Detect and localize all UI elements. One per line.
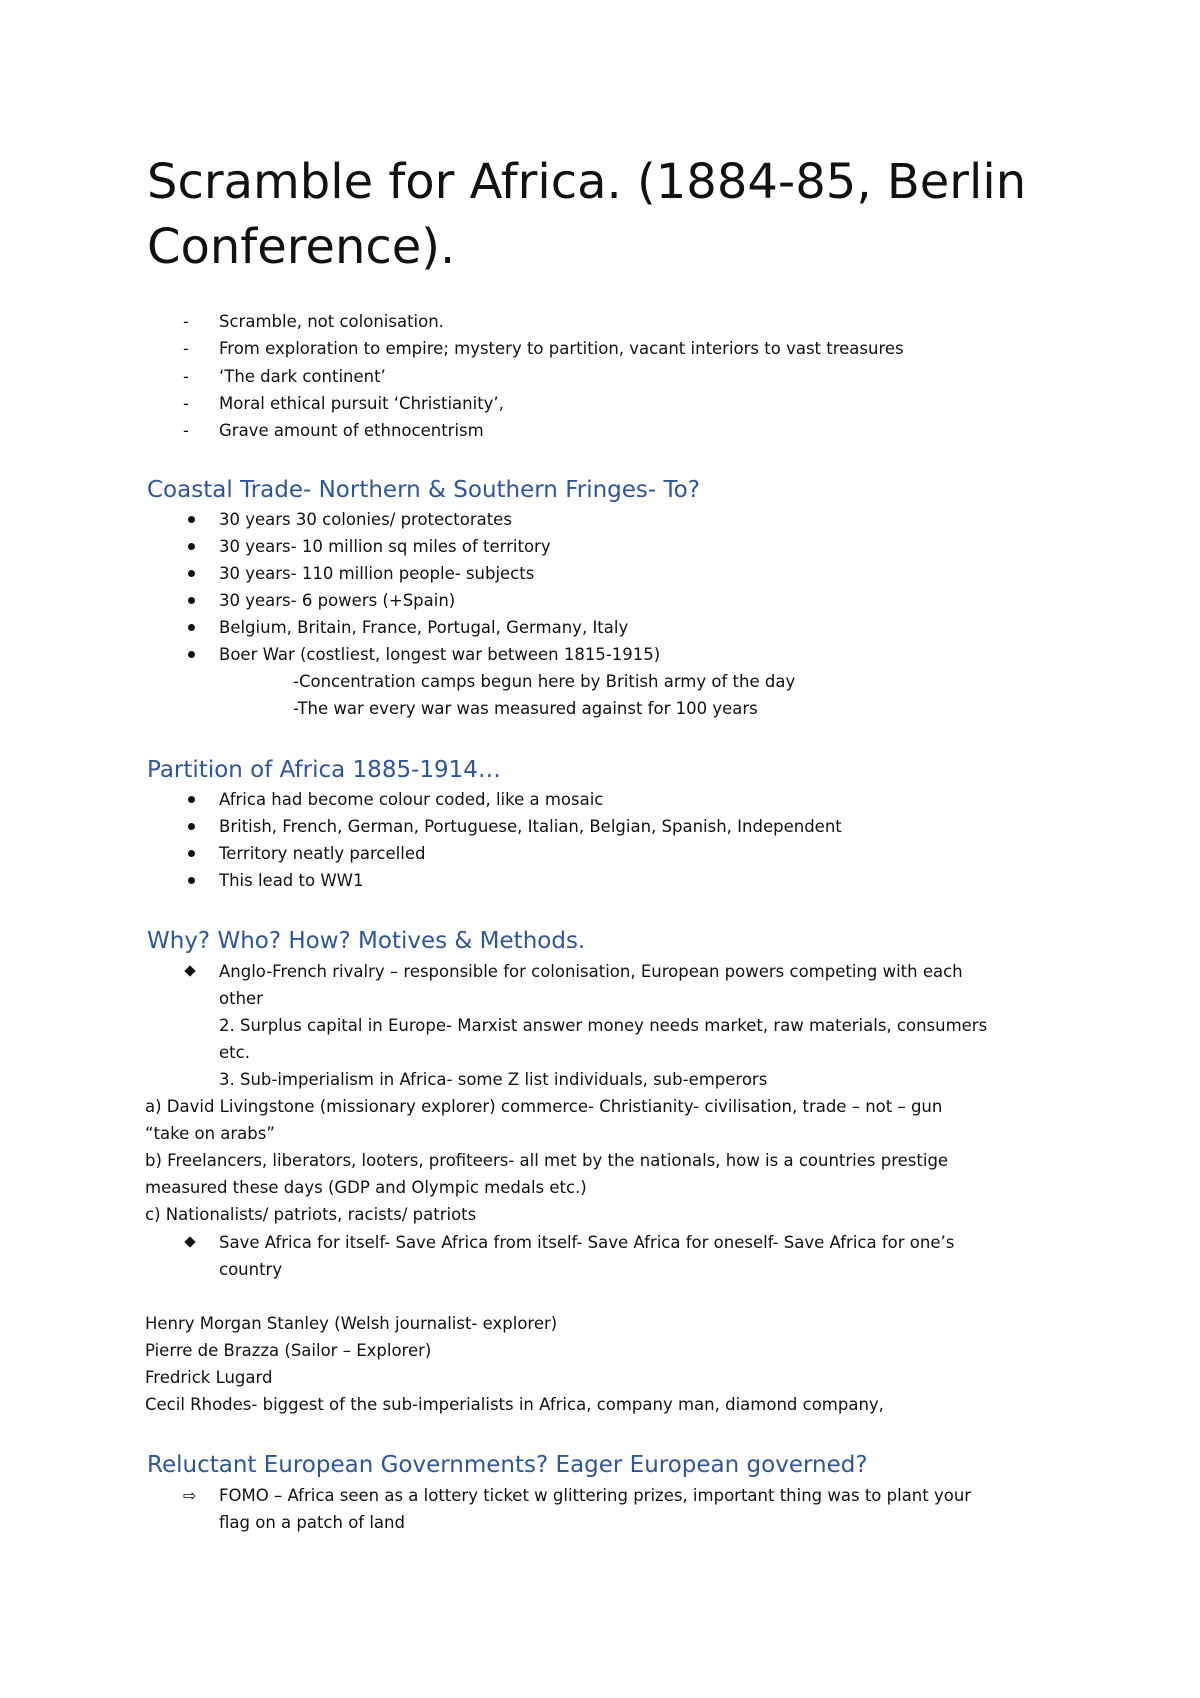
section-heading-coastal-trade: Coastal Trade- Northern & Southern Fringes- To? (147, 477, 700, 503)
bullet-icon (188, 823, 195, 830)
list-item: Territory neatly parcelled (219, 844, 426, 863)
person-line: Fredrick Lugard (145, 1368, 273, 1387)
list-item: Scramble, not colonisation. (219, 312, 444, 331)
list-item: British, French, German, Portuguese, Italian, Belgian, Spanish, Independent (219, 817, 842, 836)
person-line: Pierre de Brazza (Sailor – Explorer) (145, 1341, 432, 1360)
page-title: Scramble for Africa. (1884-85, Berlin Conference). (147, 154, 1027, 275)
list-item: ‘The dark continent’ (219, 367, 386, 386)
list-item: Belgium, Britain, France, Portugal, Germany, Italy (219, 618, 629, 637)
section-heading-motives: Why? Who? How? Motives & Methods. (147, 928, 586, 954)
diamond-bullet-icon (184, 965, 195, 976)
paragraph-line: b) Freelancers, liberators, looters, profiteers- all met by the nationals, how is a countries prestige (145, 1151, 949, 1170)
dash-marker: - (183, 312, 189, 331)
list-item-continued: flag on a patch of land (219, 1513, 405, 1532)
person-line: Cecil Rhodes- biggest of the sub-imperialists in Africa, company man, diamond company, (145, 1395, 884, 1414)
dash-marker: - (183, 367, 189, 386)
paragraph-line: measured these days (GDP and Olympic medals etc.) (145, 1178, 587, 1197)
bullet-icon (188, 796, 195, 803)
paragraph-line: “take on arabs” (145, 1124, 275, 1143)
list-item: Moral ethical pursuit ‘Christianity’, (219, 394, 504, 413)
sub-item: -Concentration camps begun here by British army of the day (293, 672, 796, 691)
list-item: 30 years 30 colonies/ protectorates (219, 510, 512, 529)
list-item: This lead to WW1 (219, 871, 364, 890)
list-item: Save Africa for itself- Save Africa from itself- Save Africa for oneself- Save Africa for one’s (219, 1233, 955, 1252)
list-item: Anglo-French rivalry – responsible for colonisation, European powers competing with each (219, 962, 963, 981)
list-item: 30 years- 10 million sq miles of territory (219, 537, 551, 556)
bullet-icon (188, 850, 195, 857)
paragraph-line: c) Nationalists/ patriots, racists/ patriots (145, 1205, 477, 1224)
list-item: 3. Sub-imperialism in Africa- some Z list individuals, sub-emperors (219, 1070, 768, 1089)
bullet-icon (188, 651, 195, 658)
list-item: 30 years- 110 million people- subjects (219, 564, 535, 583)
list-item-continued: other (219, 989, 263, 1008)
list-item-continued: etc. (219, 1043, 250, 1062)
arrow-bullet-icon: ⇨ (183, 1486, 197, 1505)
list-item: Grave amount of ethnocentrism (219, 421, 484, 440)
bullet-icon (188, 877, 195, 884)
list-item: 30 years- 6 powers (+Spain) (219, 591, 456, 610)
bullet-icon (188, 597, 195, 604)
bullet-icon (188, 570, 195, 577)
list-item: Africa had become colour coded, like a mosaic (219, 790, 604, 809)
list-item: From exploration to empire; mystery to partition, vacant interiors to vast treasures (219, 339, 904, 358)
paragraph-line: a) David Livingstone (missionary explorer) commerce- Christianity- civilisation, trade – not – gun (145, 1097, 943, 1116)
dash-marker: - (183, 421, 189, 440)
dash-marker: - (183, 339, 189, 358)
sub-item: -The war every war was measured against for 100 years (293, 699, 758, 718)
bullet-icon (188, 516, 195, 523)
bullet-icon (188, 624, 195, 631)
section-heading-governments: Reluctant European Governments? Eager European governed? (147, 1452, 868, 1478)
diamond-bullet-icon (184, 1236, 195, 1247)
list-item-continued: country (219, 1260, 283, 1279)
list-item: 2. Surplus capital in Europe- Marxist answer money needs market, raw materials, consumers (219, 1016, 988, 1035)
list-item: Boer War (costliest, longest war between 1815-1915) (219, 645, 661, 664)
section-heading-partition: Partition of Africa 1885-1914… (147, 757, 501, 783)
dash-marker: - (183, 394, 189, 413)
person-line: Henry Morgan Stanley (Welsh journalist- explorer) (145, 1314, 558, 1333)
list-item: FOMO – Africa seen as a lottery ticket w glittering prizes, important thing was to plant your (219, 1486, 972, 1505)
bullet-icon (188, 543, 195, 550)
